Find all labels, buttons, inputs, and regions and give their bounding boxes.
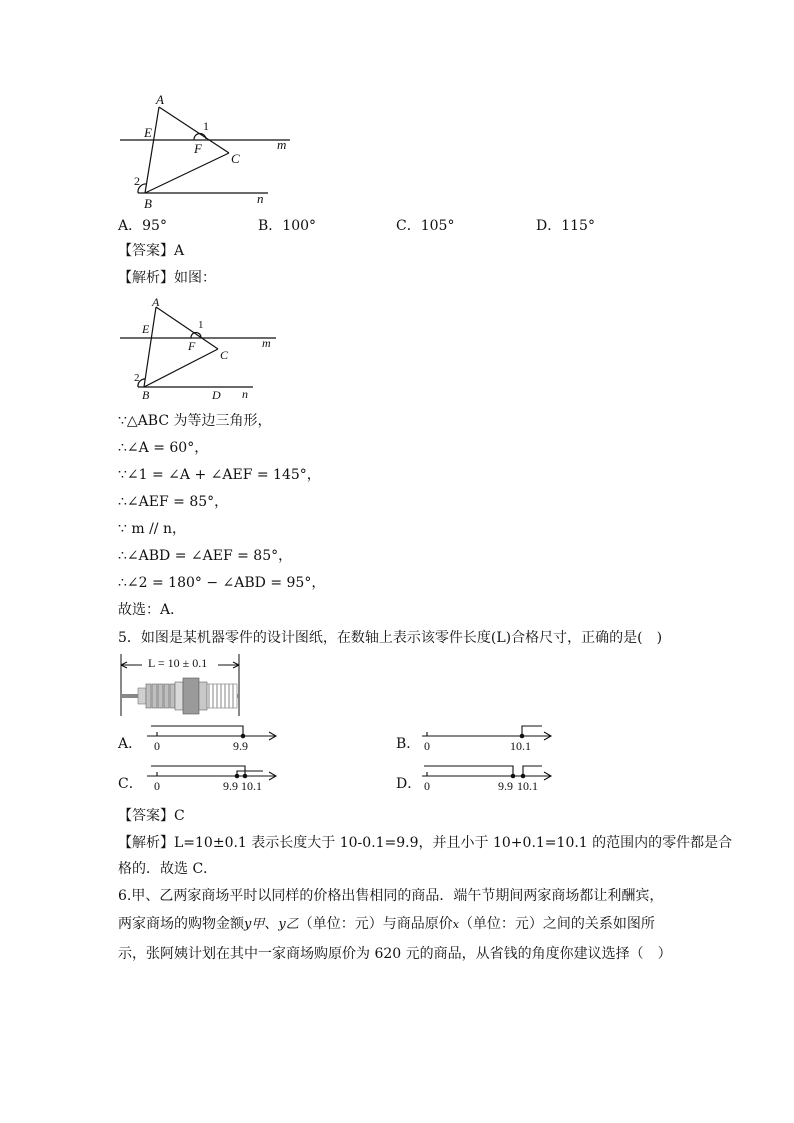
label-10-1: 10.1	[510, 739, 531, 753]
q5-option-a-number-line	[145, 722, 285, 756]
q5-analysis-line-2: 格的．故选 C．	[118, 861, 218, 877]
label-angle-1: 1	[198, 319, 204, 331]
point-10-1	[520, 734, 525, 739]
separator: 、	[264, 916, 279, 932]
q4-conclusion: 故选：A．	[118, 602, 185, 618]
option-value: 115°	[561, 218, 595, 234]
q4-step-4: ∴∠AEF = 85°，	[118, 494, 229, 510]
q4-answer: 【答案】A	[118, 243, 185, 259]
label-B: B	[142, 388, 150, 402]
q4-option-d	[536, 215, 595, 235]
q6-line-3: 示，张阿姨计划在其中一家商场购原价为 620 元的商品，从省钱的角度你建议选择（ ）	[118, 946, 672, 962]
q5-option-b-letter: B．	[396, 736, 421, 752]
label-E: E	[144, 125, 152, 140]
y-yi-variable: y乙	[278, 917, 299, 932]
q5-option-d-number-line	[420, 762, 560, 796]
q5-analysis-line-1: 【解析】L=10±0.1 表示长度大于 10-0.1=9.9，并且小于 10+0.1=10.1 的范围内的零件都是合	[118, 835, 733, 851]
range-ray-left	[151, 766, 245, 776]
range-ray-right	[237, 771, 263, 776]
spark-plug-icon	[122, 678, 240, 714]
segment-ab	[145, 107, 159, 193]
option-value: 105°	[420, 218, 455, 234]
q5-option-a-letter: A．	[118, 736, 143, 752]
point-9-9	[511, 774, 516, 779]
label-10-1: 10.1	[517, 779, 538, 793]
option-letter: D．	[536, 218, 562, 234]
label-angle-1: 1	[203, 119, 209, 133]
label-n: n	[257, 191, 264, 206]
label-9-9: 9.9	[233, 739, 248, 753]
q5-option-c-number-line	[145, 762, 285, 796]
option-letter: A．	[118, 218, 143, 234]
option-value: 100°	[282, 218, 317, 234]
q4-option-c	[396, 215, 454, 235]
q5-option-c-letter: C．	[118, 776, 143, 792]
label-C: C	[231, 151, 240, 166]
label-E: E	[142, 322, 150, 336]
option-letter: C．	[396, 218, 421, 234]
q6-text-part: （单位：元）与商品原价	[298, 916, 453, 932]
point-10-1	[521, 774, 526, 779]
label-10-1: 10.1	[241, 779, 262, 793]
label-angle-2: 2	[134, 174, 140, 188]
q5-option-d-letter: D．	[396, 776, 422, 792]
q5-answer: 【答案】C	[118, 808, 185, 824]
q4-step-1: ∵△ABC 为等边三角形，	[118, 413, 272, 429]
q4-analysis-intro: 【解析】如图：	[118, 270, 216, 286]
segment-ab	[144, 307, 156, 387]
label-angle-2: 2	[134, 372, 140, 384]
label-F: F	[194, 141, 202, 156]
label-m: m	[277, 137, 287, 152]
q4-option-b	[258, 215, 316, 235]
label-B: B	[144, 196, 152, 211]
point-9-9	[235, 774, 240, 779]
range-ray-right	[523, 766, 542, 776]
q4-step-3: ∵∠1 = ∠A + ∠AEF = 145°，	[118, 467, 321, 483]
q4-step-7: ∴∠2 = 180° − ∠ABD = 95°，	[118, 575, 326, 591]
label-F: F	[188, 339, 196, 353]
label-zero: 0	[424, 739, 430, 753]
label-A: A	[152, 295, 160, 309]
label-9-9: 9.9	[223, 779, 238, 793]
range-ray-left	[151, 726, 243, 736]
label-D: D	[212, 388, 221, 402]
point-10-1	[243, 774, 248, 779]
triangle-figure-2	[110, 292, 310, 412]
triangle-figure-1	[110, 92, 310, 212]
q6-text-part: （单位：元）之间的关系如图所	[458, 916, 655, 932]
point-9-9	[241, 734, 246, 739]
range-ray-left	[424, 766, 513, 776]
x-variable: x	[452, 918, 459, 931]
label-zero: 0	[424, 779, 430, 793]
range-ray-right	[522, 726, 542, 736]
label-C: C	[220, 348, 229, 362]
label-n: n	[242, 387, 248, 401]
q4-option-a	[118, 215, 167, 235]
label-m: m	[262, 336, 271, 350]
q6-line-2	[118, 914, 655, 935]
option-value: 95°	[142, 218, 167, 234]
q6-text-part: 两家商场的购物金额	[118, 916, 244, 932]
q4-step-5: ∵ m // n，	[118, 521, 186, 537]
q5-option-b-number-line	[420, 722, 560, 756]
q6-line-1: 6.甲、乙两家商场平时以同样的价格出售相同的商品．端午节期间两家商场都让利酬宾，	[118, 888, 664, 904]
label-9-9: 9.9	[498, 779, 513, 793]
segment-bc	[144, 349, 218, 387]
y-jia-variable: y甲	[244, 917, 265, 932]
q5-stem: 5．如图是某机器零件的设计图纸，在数轴上表示该零件长度(L)合格尺寸，正确的是( )	[118, 630, 663, 646]
label-zero: 0	[154, 779, 160, 793]
option-letter: B．	[258, 218, 283, 234]
q4-step-2: ∴∠A = 60°，	[118, 440, 209, 456]
dimension-label: L = 10 ± 0.1	[148, 656, 208, 670]
q4-step-6: ∴∠ABD = ∠AEF = 85°，	[118, 548, 293, 564]
segment-ac	[156, 307, 218, 349]
label-A: A	[156, 92, 164, 107]
label-zero: 0	[154, 739, 160, 753]
segment-bc	[145, 153, 229, 193]
spark-plug-drawing	[118, 652, 248, 718]
